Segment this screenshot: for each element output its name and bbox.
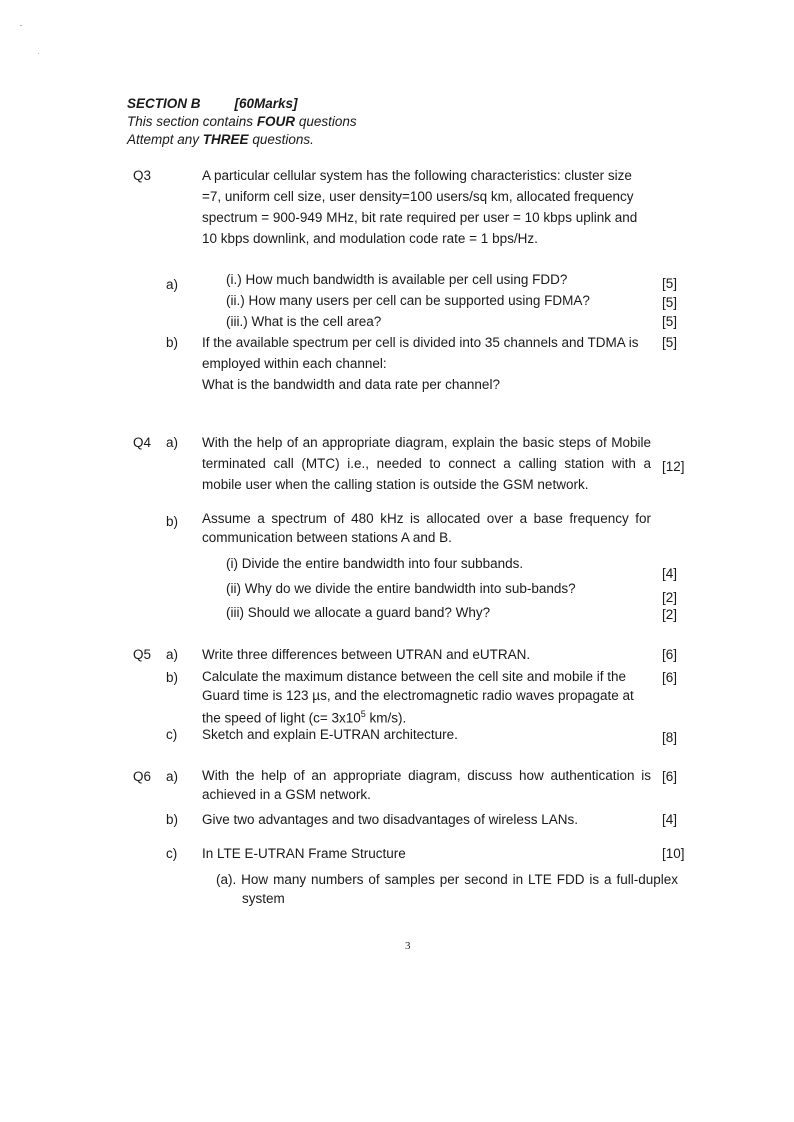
marks-label: [5] [662, 314, 678, 329]
question-text-line: Calculate the maximum distance between the cell site and mobile if the [202, 669, 626, 684]
question-text-line: the speed of light ($c= 3x10^5$ km/s). [202, 709, 407, 726]
question-stem-line: spectrum = 900-949 MHz, bit rate required per user = 10 kbps uplink and [202, 210, 638, 225]
sub-question: (iii.) What is the cell area? [226, 314, 382, 329]
part-label: c) [166, 846, 178, 861]
marks-label: [6] [662, 647, 678, 662]
attempt-instructions: Attempt any THREE questions. [127, 132, 314, 147]
question-text: Assume a spectrum of 480 kHz is allocated over a base frequency for communication between stations A and B. [202, 511, 651, 545]
marks-label: [6] [662, 769, 678, 784]
question-stem-line: 10 kbps downlink, and modulation code rate = 1 bps/Hz. [202, 231, 538, 246]
part-label: a) [166, 435, 179, 450]
part-label: a) [166, 769, 179, 784]
part-label: c) [166, 727, 178, 742]
sub-question: (i) Divide the entire bandwidth into four subbands. [226, 556, 524, 571]
sub-question: (i.) How much bandwidth is available per cell using FDD? [226, 272, 568, 287]
sub-question: (a). How many numbers of samples per second in LTE FDD is a full-duplex system [216, 872, 678, 906]
marks-label: [4] [662, 566, 678, 581]
marks-label: [12] [662, 459, 685, 474]
section-title: SECTION B [127, 96, 201, 111]
question-text-line: Guard time is 123 µs, and the electromagnetic radio waves propagate at [202, 688, 634, 703]
marks-label: [6] [662, 670, 678, 685]
marks-label: [5] [662, 276, 678, 291]
section-marks: [60Marks] [234, 96, 298, 111]
question-text: With the help of an appropriate diagram, explain the basic steps of Mobile terminated call (MTC) i.e., needed to connect a calling station with a mobile user when the calling station is outside the GSM network. [202, 435, 651, 492]
marks-label: [2] [662, 590, 678, 605]
question-number: Q4 [133, 435, 152, 450]
question-text: With the help of an appropriate diagram, discuss how authentication is achieved in a GSM network. [202, 768, 651, 802]
part-label: b) [166, 812, 179, 827]
scan-speck [38, 53, 39, 54]
section-header [127, 95, 298, 113]
question-text: Sketch and explain E-UTRAN architecture. [202, 727, 458, 742]
sub-question: (iii) Should we allocate a guard band? Why? [226, 605, 491, 620]
sub-question: (ii.) How many users per cell can be supported using FDMA? [226, 293, 590, 308]
question-stem-line: A particular cellular system has the following characteristics: cluster size [202, 168, 632, 183]
question-text-line: If the available spectrum per cell is divided into 35 channels and TDMA is [202, 335, 639, 350]
page-number: 3 [405, 940, 411, 952]
scan-speck [20, 25, 22, 26]
part-label: a) [166, 647, 179, 662]
marks-label: [2] [662, 607, 678, 622]
marks-label: [5] [662, 295, 678, 310]
section-instructions: This section contains FOUR questions [127, 114, 357, 129]
marks-label: [5] [662, 335, 678, 350]
part-label: b) [166, 670, 179, 685]
question-number: Q3 [133, 168, 152, 183]
question-text-line: What is the bandwidth and data rate per channel? [202, 377, 500, 392]
part-label: b) [166, 514, 179, 529]
marks-label: [4] [662, 812, 678, 827]
question-text: Give two advantages and two disadvantages of wireless LANs. [202, 812, 578, 827]
part-label: a) [166, 277, 179, 292]
sub-question: (ii) Why do we divide the entire bandwidth into sub-bands? [226, 581, 576, 596]
question-text: Write three differences between UTRAN and eUTRAN. [202, 647, 531, 662]
question-stem-line: =7, uniform cell size, user density=100 users/sq km, allocated frequency [202, 189, 634, 204]
part-label: b) [166, 335, 179, 350]
question-text: In LTE E-UTRAN Frame Structure [202, 846, 406, 861]
marks-label: [10] [662, 846, 685, 861]
question-number: Q6 [133, 769, 152, 784]
marks-label: [8] [662, 730, 678, 745]
question-text-line: employed within each channel: [202, 356, 387, 371]
question-number: Q5 [133, 647, 152, 662]
